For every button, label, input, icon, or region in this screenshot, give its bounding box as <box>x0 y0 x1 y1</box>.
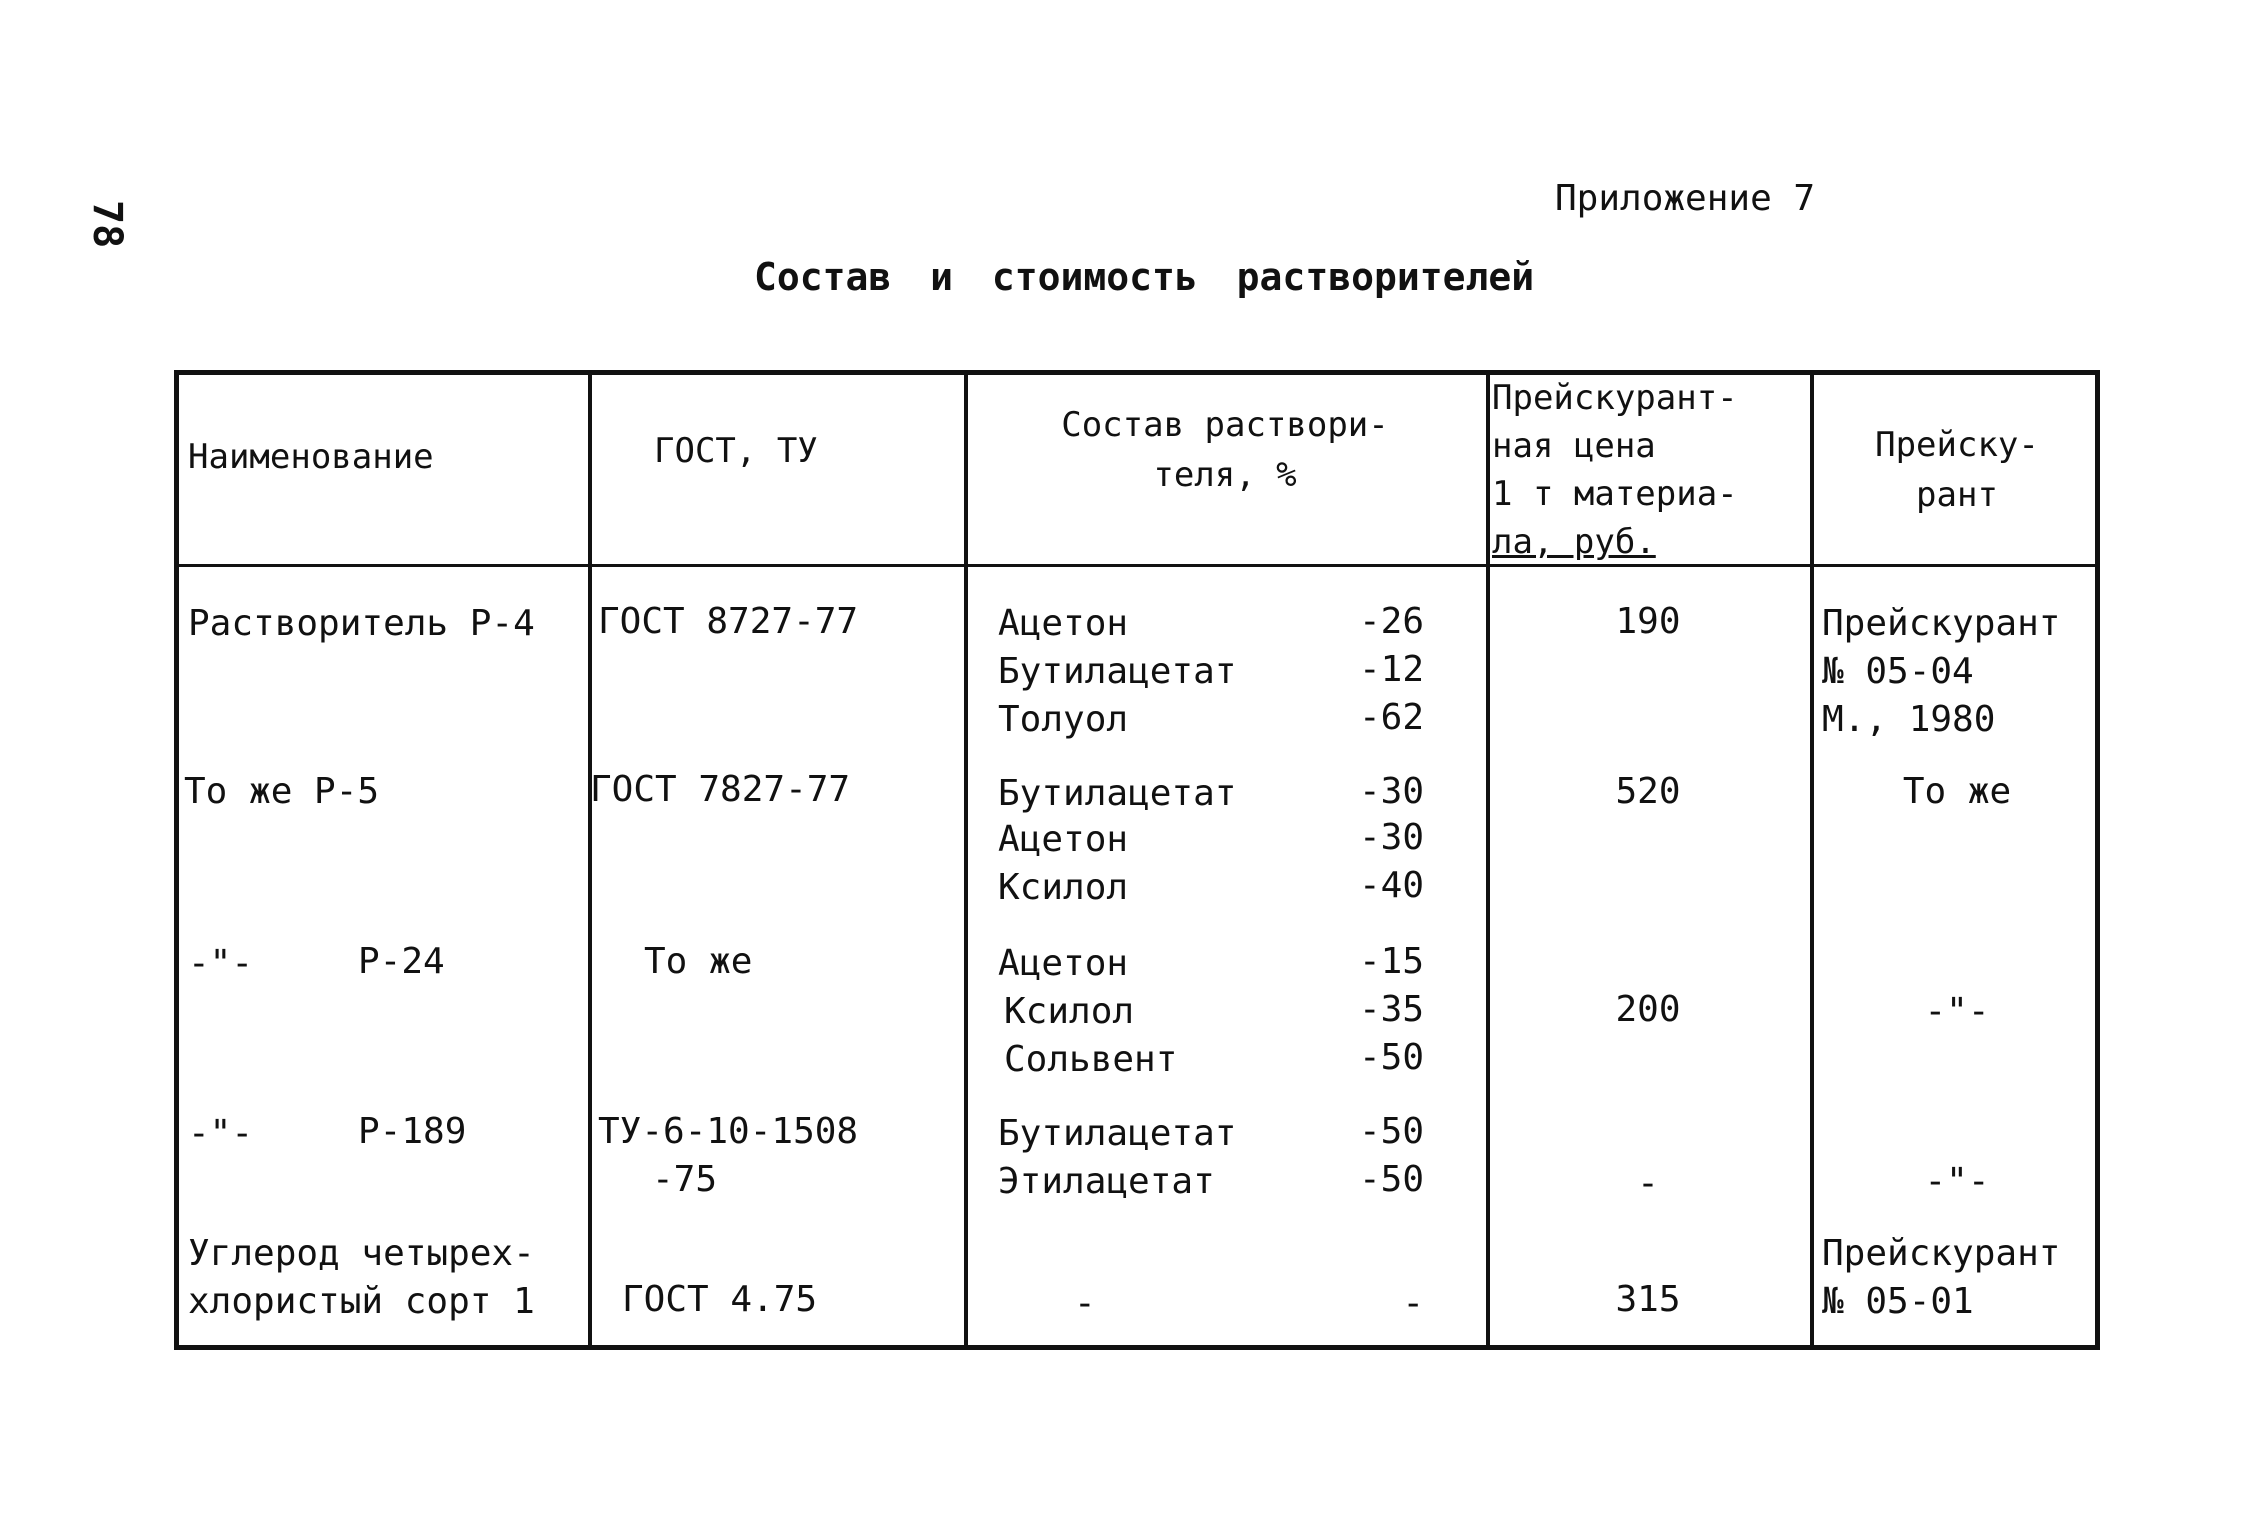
page-number: 78 <box>84 200 130 249</box>
header-composition-line: Состав раствори- <box>1061 405 1389 445</box>
cell-pricelist: -"- <box>1924 991 1990 1032</box>
pricelist-line: № 05-04 <box>1822 651 1974 692</box>
cell-gost <box>598 1108 858 1204</box>
component-name: Ксилол <box>998 867 1129 908</box>
cell-name: То же Р-5 <box>184 771 380 812</box>
component-name: Бутилацетат <box>998 1113 1237 1154</box>
cell-name: Растворитель Р-4 <box>188 603 535 644</box>
cell-name-code: Р-189 <box>358 1111 467 1152</box>
cell-price: 190 <box>1615 601 1681 642</box>
pricelist-line: Прейскурант <box>1822 1233 2061 1274</box>
component-name: Бутилацетат <box>998 651 1237 692</box>
cell-price: 520 <box>1615 771 1681 812</box>
pricelist-line: № 05-01 <box>1822 1281 1974 1322</box>
component-name: Бутилацетат <box>998 773 1237 814</box>
solvents-table <box>174 370 2100 1350</box>
appendix-label: Приложение 7 <box>1555 178 1816 219</box>
header-composition <box>964 400 1486 500</box>
cell-price: - <box>1637 1163 1659 1204</box>
component-name: Этилацетат <box>998 1161 1215 1202</box>
page-title: Состав и стоимость растворителей <box>754 255 1535 299</box>
gost-line: ТУ-6-10-1508 <box>598 1111 859 1152</box>
component-name: - <box>1074 1283 1096 1324</box>
gost-line: -75 <box>652 1159 718 1200</box>
component-pct: -40 <box>1358 865 1424 906</box>
component-name: Ацетон <box>998 819 1129 860</box>
cell-pricelist: -"- <box>1924 1161 1990 1202</box>
cell-pricelist <box>1822 600 2060 744</box>
cell-name <box>188 1230 535 1326</box>
component-pct: -50 <box>1358 1037 1424 1078</box>
cell-pricelist: То же <box>1902 771 2012 812</box>
cell-price: 200 <box>1615 989 1681 1030</box>
component-pct: -15 <box>1358 941 1424 982</box>
cell-gost: ГОСТ 4.75 <box>622 1279 818 1320</box>
component-pct: -26 <box>1358 601 1424 642</box>
pricelist-line: Прейскурант <box>1822 603 2061 644</box>
cell-pricelist <box>1822 1230 2060 1326</box>
column-divider <box>964 370 968 1350</box>
header-price-line: Прейскурант- <box>1492 378 1738 418</box>
column-divider <box>588 370 592 1350</box>
cell-name-ditto: -"- <box>188 943 254 984</box>
component-pct: -50 <box>1358 1111 1424 1152</box>
cell-gost: ГОСТ 7827-77 <box>590 769 851 810</box>
cell-gost: То же <box>644 941 753 982</box>
component-pct: -30 <box>1358 817 1424 858</box>
name-line: Углерод четырех- <box>188 1233 535 1274</box>
header-price <box>1492 374 1738 566</box>
component-pct: -50 <box>1358 1159 1424 1200</box>
name-line: хлористый сорт 1 <box>188 1281 535 1322</box>
header-pricelist-line: рант <box>1916 475 1998 515</box>
header-pricelist <box>1814 420 2100 520</box>
component-pct: -35 <box>1358 989 1424 1030</box>
component-name: Ксилол <box>1004 991 1135 1032</box>
header-pricelist-line: Прейску- <box>1875 425 2039 465</box>
cell-gost: ГОСТ 8727-77 <box>598 601 859 642</box>
component-name: Толуол <box>998 699 1129 740</box>
cell-name-ditto: -"- <box>188 1113 254 1154</box>
pricelist-line: М., 1980 <box>1822 699 1996 740</box>
header-name: Наименование <box>188 437 434 477</box>
component-name: Ацетон <box>998 943 1129 984</box>
cell-name-code: Р-24 <box>358 941 445 982</box>
component-name: Сольвент <box>1004 1039 1178 1080</box>
header-divider <box>174 564 2100 567</box>
header-composition-line: теля, % <box>1153 455 1297 495</box>
component-pct: -12 <box>1358 649 1424 690</box>
component-pct: -30 <box>1358 771 1424 812</box>
component-pct: -62 <box>1358 697 1424 738</box>
component-pct: - <box>1402 1283 1424 1324</box>
header-price-line: ла, руб. <box>1492 522 1656 562</box>
component-name: Ацетон <box>998 603 1129 644</box>
header-gost: ГОСТ, ТУ <box>654 431 818 471</box>
cell-price: 315 <box>1615 1279 1681 1320</box>
header-price-line: ная цена <box>1492 426 1656 466</box>
header-price-line: 1 т материа- <box>1492 474 1738 514</box>
